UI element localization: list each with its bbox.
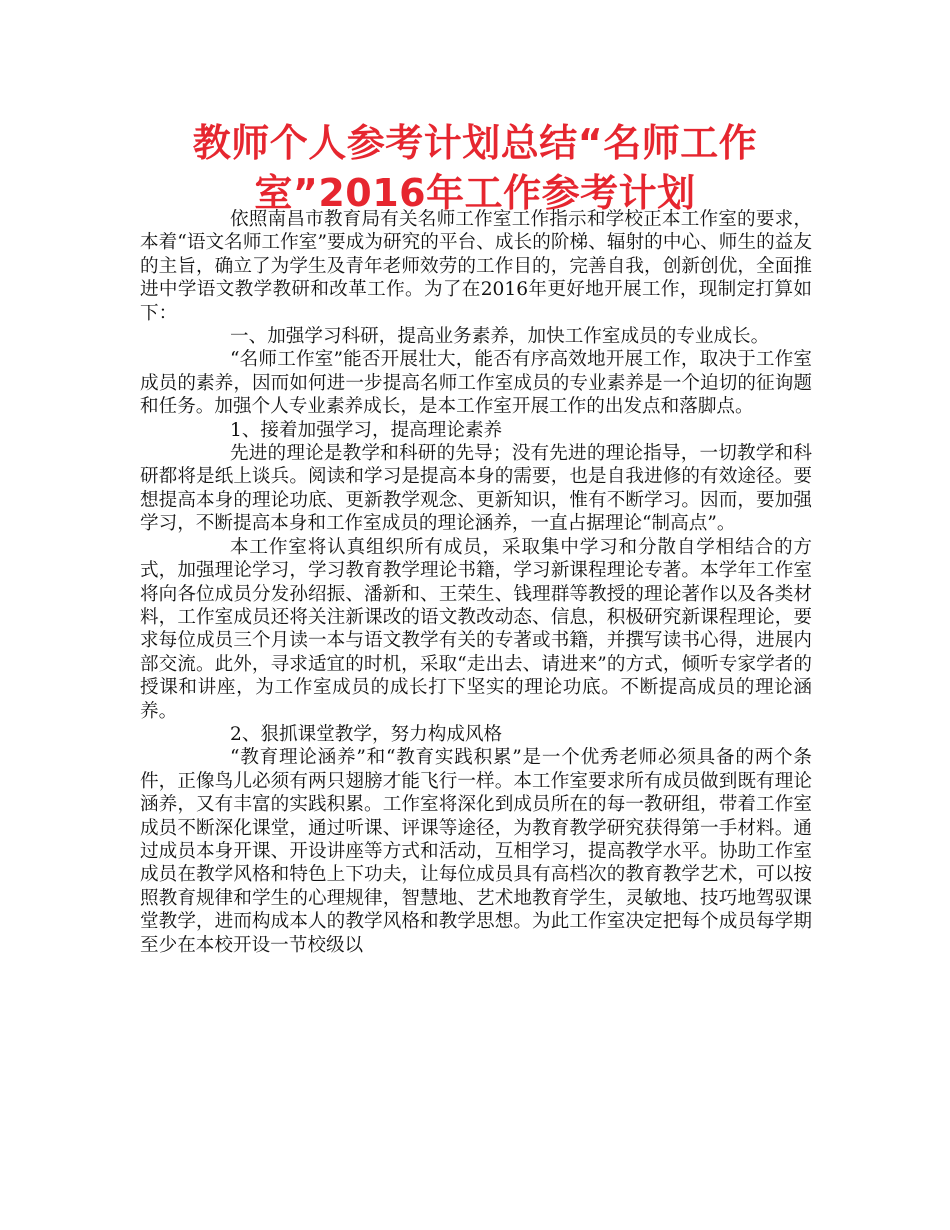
- title-line-1: 教师个人参考计划总结“名师工作: [192, 121, 758, 165]
- subsection-heading-2: 2、狠抓课堂教学，努力构成风格: [230, 723, 503, 745]
- paragraph: “教育理论涵养”和“教育实践积累”是一个优秀老师必须具备的两个条件，正像鸟儿必须有两只翅膀才能飞行一样。本工作室要求所有成员做到既有理论涵养，又有丰富的实践积累。工作室将深化到成员所在的每一教研组，带着工作室成员不断深化课堂，通过听课、评课等途径，为教育教学研究获得第一手材料。通过成员本身开课、开设讲座等方式和活动，互相学习，提高教学水平。协助工作室成员在教学风格和特色上下功夫，让每位成员具有高档次的教育教学艺术，可以按照教育规律和学生的心理规律，智慧地、艺术地教育学生，灵敏地、技巧地驾驭课堂教学，进而构成本人的教学风格和教学思想。为此工作室决定把每个成员每学期至少在本校开设一节校级以: [140, 747, 812, 956]
- document-title: [140, 118, 810, 218]
- document-body: [140, 208, 812, 957]
- subsection-heading-1: 1、接着加强学习，提高理论素养: [230, 419, 503, 441]
- paragraph-intro: 依照南昌市教育局有关名师工作室工作指示和学校正本工作室的要求，本着“语文名师工作室”要成为研究的平台、成长的阶梯、辐射的中心、师生的益友的主旨，确立了为学生及青年老师效劳的工作目的，完善自我，创新创优，全面推进中学语文教学教研和改革工作。为了在2016年更好地开展工作，现制定打算如下：: [140, 209, 812, 324]
- section-heading-1: 一、加强学习科研，提高业务素养，加快工作室成员的专业成长。: [230, 326, 770, 348]
- title-line-2: 室”2016年工作参考计划: [254, 171, 696, 215]
- paragraph: 先进的理论是教学和科研的先导；没有先进的理论指导，一切教学和科研都将是纸上谈兵。阅读和学习是提高本身的需要，也是自我进修的有效途径。要想提高本身的理论功底、更新教学观念、更新知识，惟有不断学习。因而，要加强学习，不断提高本身和工作室成员的理论涵养，一直占据理论“制高点”。: [140, 443, 812, 535]
- paragraph: 本工作室将认真组织所有成员，采取集中学习和分散自学相结合的方式，加强理论学习，学习教育教学理论书籍，学习新课程理论专著。本学年工作室将向各位成员分发孙绍振、潘新和、王荣生、钱理群等教授的理论著作以及各类材料，工作室成员还将关注新课改的语文教改动态、信息，积极研究新课程理论，要求每位成员三个月读一本与语文教学有关的专著或书籍，并撰写读书心得，进展内部交流。此外，寻求适宜的时机，采取“走出去、请进来”的方式，倾听专家学者的授课和讲座，为工作室成员的成长打下坚实的理论功底。不断提高成员的理论涵养。: [140, 536, 812, 722]
- paragraph: “名师工作室”能否开展壮大，能否有序高效地开展工作，取决于工作室成员的素养，因而如何进一步提高名师工作室成员的专业素养是一个迫切的征询题和任务。加强个人专业素养成长，是本工作室开展工作的出发点和落脚点。: [140, 349, 812, 418]
